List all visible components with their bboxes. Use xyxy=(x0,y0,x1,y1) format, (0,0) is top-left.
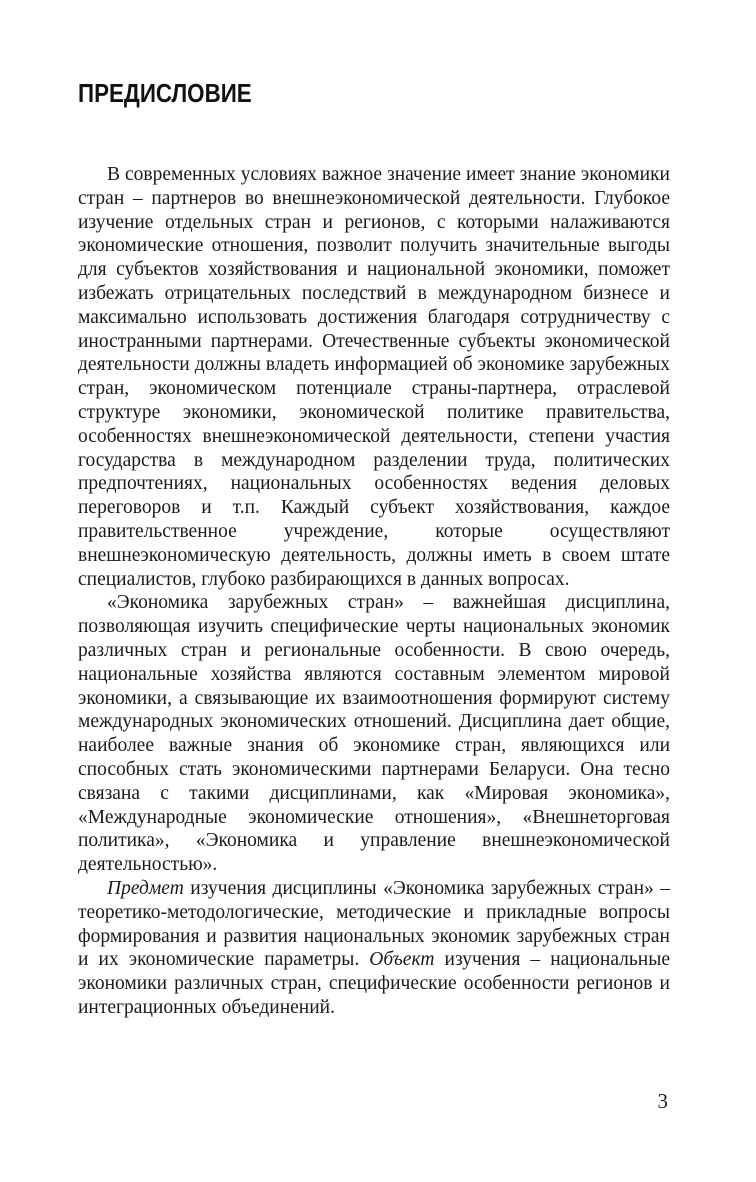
term-subject: Предмет xyxy=(107,877,184,899)
body-text xyxy=(78,163,670,1020)
term-object: Объект xyxy=(369,949,435,971)
paragraph-3 xyxy=(78,877,670,1020)
paragraph-3-text-b: изучения – национальные экономики различных стран, специфические особенности регионов и интеграционных объединений. xyxy=(78,949,670,1018)
paragraph-2: «Экономика зарубежных стран» – важнейшая дисциплина, позволяющая изучить специфические черты национальных экономик различных стран и региональные особенности. В свою очередь, национальные хозяйства являются составным элементом мировой экономики, а связывающие их взаимоотношения формируют систему международных экономических отношений. Дисциплина дает общие, наиболее важные знания об экономике стран, являющихся или способных стать экономическими партнерами Беларуси. Она тесно связана с такими дисциплинами, как «Мировая экономика», «Международные экономические отношения», «Внешнеторговая политика», «Экономика и управление внешнеэкономической деятельностью». xyxy=(78,592,670,876)
paragraph-1: В современных условиях важное значение имеет знание экономики стран – партнеров во внешнеэкономической деятельности. Глубокое изучение отдельных стран и регионов, с которыми налаживаются экономические отношения, позволит получить значительные выгоды для субъектов хозяйствования и национальной экономики, поможет избежать отрицательных последствий в международном бизнесе и максимально использовать достижения благодаря сотрудничеству с иностранными партнерами. Отечественные субъекты экономической деятельности должны владеть информацией об экономике зарубежных стран, экономическом потенциале страны-партнера, отраслевой структуре экономики, экономической политике правительства, особенностях внешнеэкономической деятельности, степени участия государства в международном разделении труда, политических предпочтениях, национальных особенностях ведения деловых переговоров и т.п. Каждый субъект хозяйствования, каждое правительственное учреждение, которые осуществляют внешнеэкономическую деятельность, должны иметь в своем штате специалистов, глубоко разбирающихся в данных вопросах. xyxy=(78,164,670,590)
page-number: 3 xyxy=(657,1089,668,1113)
page-heading: ПРЕДИСЛОВИЕ xyxy=(78,78,252,108)
paragraph-3-text-a: изучения дисциплины «Экономика зарубежных стран» – теоретико-методологические, методические и прикладные вопросы формирования и развития национальных экономик зарубежных стран и их экономические параметры. xyxy=(78,877,670,971)
